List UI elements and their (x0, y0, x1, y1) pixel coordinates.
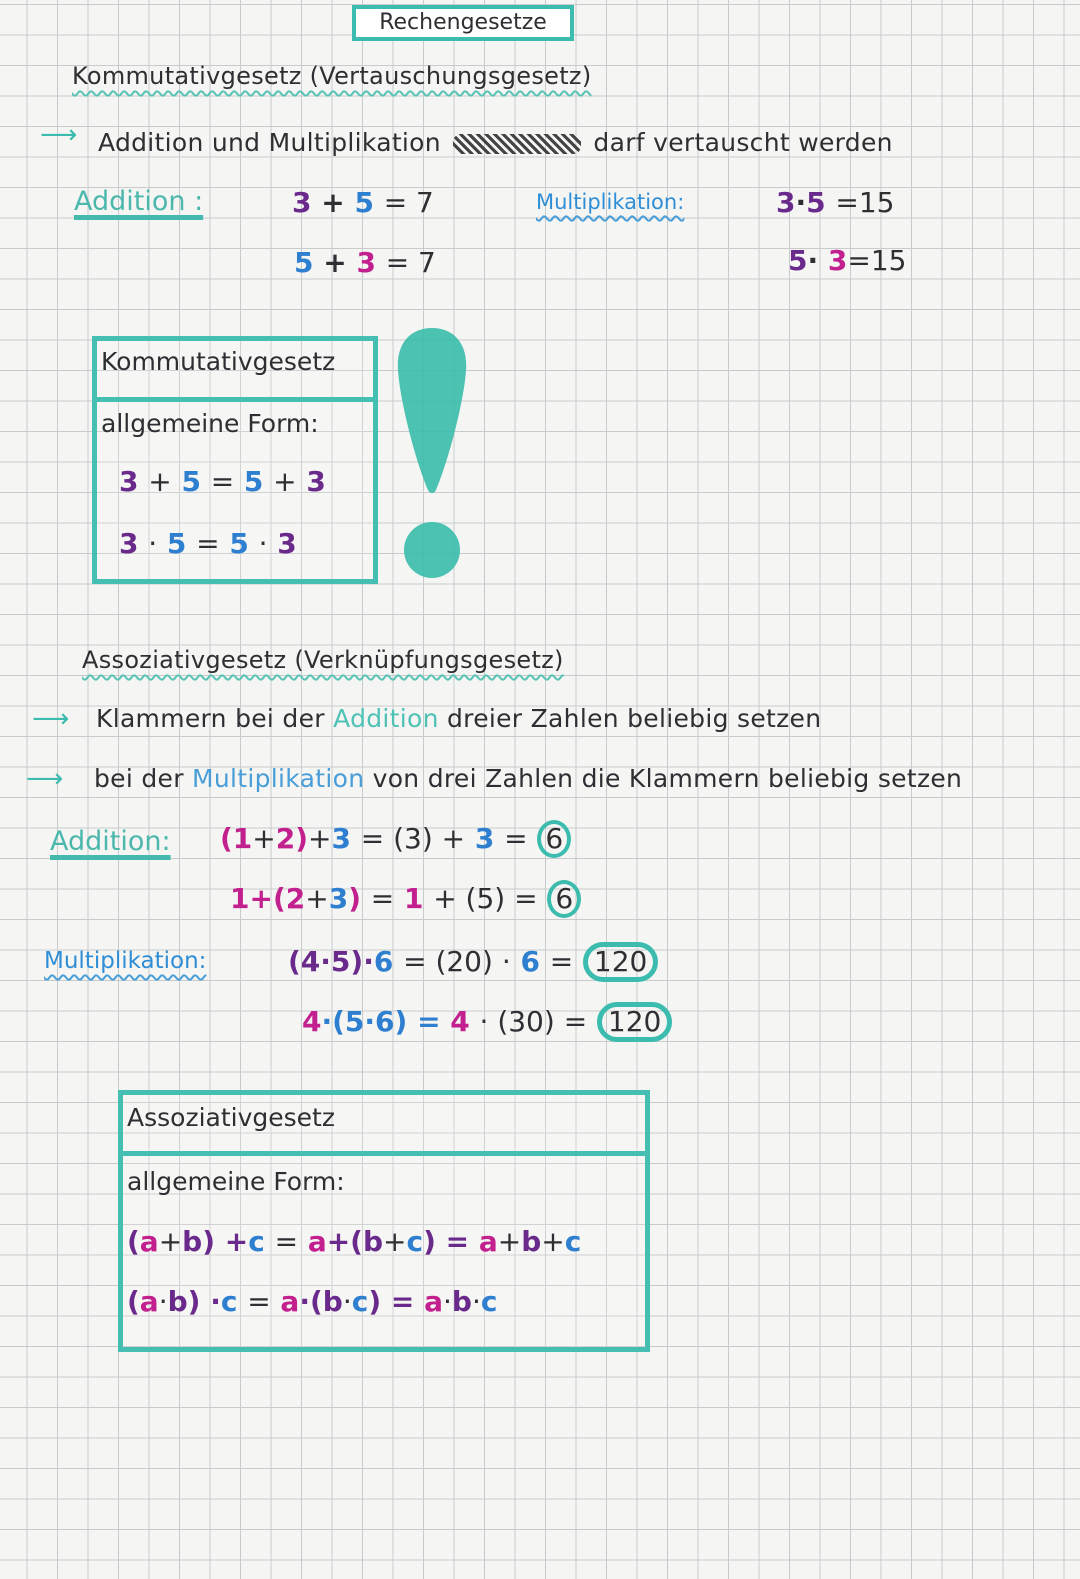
rule-part2: darf vertauscht werden (593, 128, 893, 157)
arrow-icon: ⟶ (32, 704, 70, 734)
arrow-icon: ⟶ (26, 764, 64, 794)
associative-multiplication-label: Multiplikation: (44, 948, 207, 974)
commutative-box-divider (97, 397, 373, 402)
commutative-law-box (92, 336, 378, 584)
commutative-box-title: Kommutativgesetz (101, 347, 336, 376)
commutative-heading: Kommutativgesetz (Vertauschungsgesetz) (72, 62, 592, 90)
commutative-add-example-2: 5 + 3 = 7 (294, 246, 436, 279)
associative-box-line-1: (a+b) +c = a+(b+c) = a+b+c (127, 1225, 582, 1258)
associative-rule-2: bei der Multiplikation von drei Zahlen die Klammern beliebig setzen (94, 764, 963, 793)
commutative-box-line-2: 3 · 5 = 5 · 3 (119, 527, 297, 560)
associative-add-example-2: 1+(2+3) = 1 + (5) = 6 (230, 880, 581, 918)
associative-mul-example-2: 4·(5·6) = 4 · (30) = 120 (302, 1002, 672, 1042)
commutative-addition-label: Addition : (74, 186, 204, 217)
commutative-rule (98, 128, 893, 157)
associative-add-example-1: (1+2)+3 = (3) + 3 = 6 (220, 820, 571, 858)
result-circle: 6 (547, 880, 581, 918)
result-circle: 120 (583, 942, 658, 982)
commutative-multiplication-label: Multiplikation: (536, 190, 685, 214)
commutative-mul-example-1: 3·5 =15 (776, 186, 895, 219)
associative-box-subtitle: allgemeine Form: (127, 1167, 345, 1196)
page-title: Rechengesetze (352, 5, 574, 41)
result-circle: 6 (537, 820, 571, 858)
result-circle: 120 (597, 1002, 672, 1042)
associative-box-divider (123, 1151, 645, 1156)
associative-mul-example-1: (4·5)·6 = (20) · 6 = 120 (288, 942, 658, 982)
associative-heading: Assoziativgesetz (Verknüpfungsgesetz) (82, 646, 564, 674)
associative-law-box (118, 1090, 650, 1352)
commutative-mul-example-2: 5· 3=15 (788, 244, 907, 277)
scribble-icon (453, 134, 581, 154)
commutative-box-subtitle: allgemeine Form: (101, 409, 319, 438)
exclamation-icon (392, 322, 472, 582)
associative-rule-1: Klammern bei der Addition dreier Zahlen beliebig setzen (96, 704, 822, 733)
commutative-add-example-1: 3 + 5 = 7 (292, 186, 434, 219)
commutative-box-line-1: 3 + 5 = 5 + 3 (119, 465, 326, 498)
rule-part1: Addition und Multiplikation (98, 128, 441, 157)
associative-addition-label: Addition: (50, 826, 171, 857)
arrow-icon: ⟶ (40, 120, 78, 150)
associative-box-title: Assoziativgesetz (127, 1103, 335, 1132)
associative-box-line-2: (a·b) ·c = a·(b·c) = a·b·c (127, 1285, 498, 1318)
